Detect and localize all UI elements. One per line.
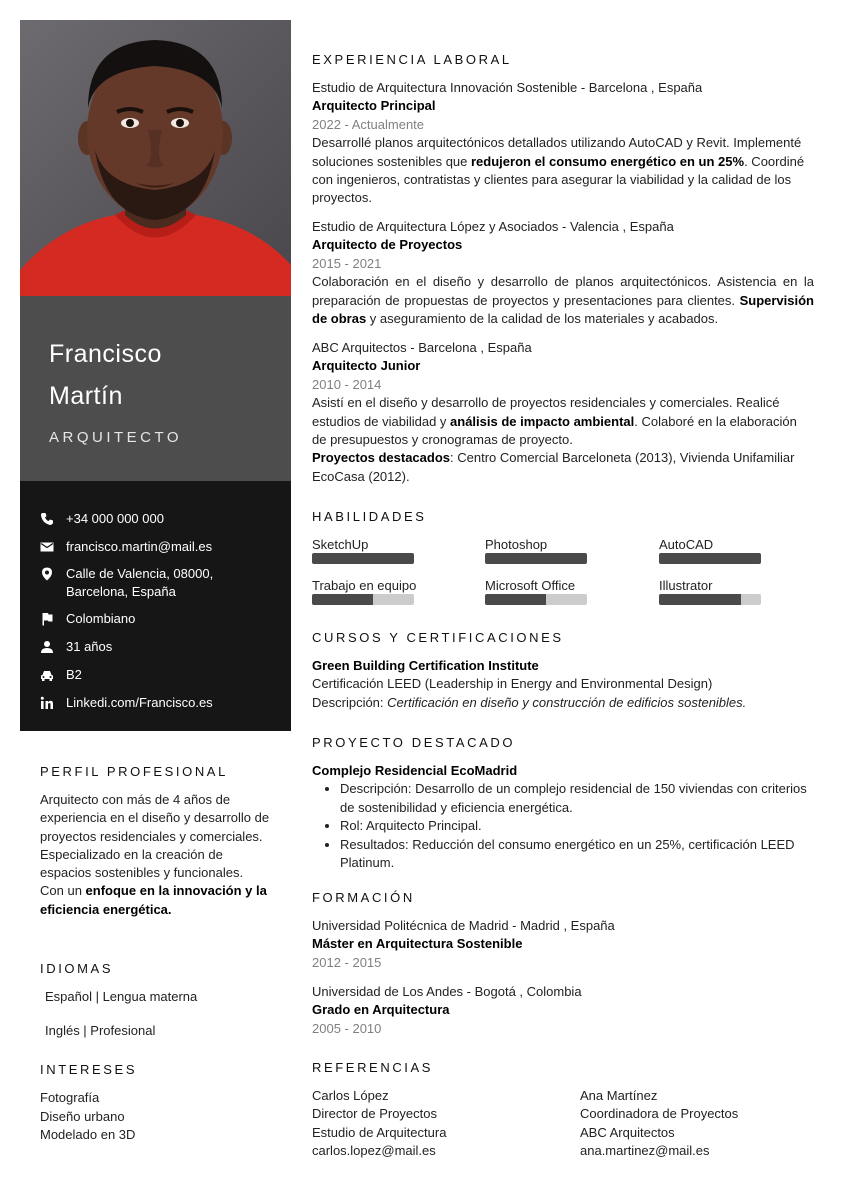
dates: 2005 - 2010 bbox=[312, 1020, 382, 1036]
profile-text-b: enfoque en la innovación y la eficiencia energética. bbox=[40, 883, 267, 917]
phone-text: +34 000 000 000 bbox=[66, 511, 164, 526]
interest-item: Fotografía bbox=[40, 1090, 100, 1105]
skill-bar bbox=[485, 553, 587, 564]
reference-role: Director de Proyectos bbox=[312, 1106, 437, 1122]
course-institution: Green Building Certification Institute bbox=[312, 658, 539, 673]
reference-item bbox=[312, 1087, 542, 1161]
profile-photo bbox=[20, 20, 291, 296]
dates: 2015 - 2021 bbox=[312, 255, 382, 271]
reference-organization: ABC Arquitectos bbox=[580, 1124, 675, 1140]
skill-bar-fill bbox=[312, 553, 414, 564]
skill-item bbox=[659, 537, 789, 553]
reference-name: Carlos López bbox=[312, 1088, 389, 1103]
reference-item bbox=[580, 1087, 810, 1161]
skill-item bbox=[659, 578, 789, 594]
description bbox=[312, 394, 814, 449]
skill-name: AutoCAD bbox=[659, 537, 714, 552]
skill-bar bbox=[659, 594, 761, 605]
reference-organization: Estudio de Arquitectura bbox=[312, 1124, 447, 1140]
portrait-illustration bbox=[20, 20, 291, 296]
description bbox=[312, 273, 814, 328]
job-title: ARQUITECTO bbox=[49, 429, 183, 446]
course-description bbox=[312, 694, 814, 712]
language-item: Español | Lengua materna bbox=[45, 989, 198, 1004]
interests-heading: INTERESES bbox=[40, 1062, 138, 1077]
reference-email[interactable]: carlos.lopez@mail.es bbox=[312, 1143, 436, 1159]
company: ABC Arquitectos - Barcelona , España bbox=[312, 340, 532, 355]
location-icon bbox=[40, 567, 54, 581]
project-heading: PROYECTO DESTACADO bbox=[312, 735, 516, 750]
experience-item bbox=[312, 218, 814, 328]
dates: 2012 - 2015 bbox=[312, 954, 382, 970]
reference-email[interactable]: ana.martinez@mail.es bbox=[580, 1143, 710, 1159]
description-part: Asistí en el diseño y desarrollo de proyectos residenciales y comerciales. Realicé estudios de viabilidad y bbox=[312, 395, 780, 429]
company: Estudio de Arquitectura López y Asociados - Valencia , España bbox=[312, 219, 674, 234]
description-highlight: Supervisión de obras bbox=[312, 292, 814, 327]
age-text: 31 años bbox=[66, 639, 113, 654]
contact-panel bbox=[20, 481, 291, 731]
degree: Grado en Arquitectura bbox=[312, 1002, 450, 1018]
description bbox=[312, 134, 814, 208]
car-icon bbox=[40, 668, 54, 682]
skill-item bbox=[485, 578, 615, 594]
skill-item bbox=[312, 537, 442, 553]
list-item: • Descripción: Desarrollo de un complejo residencial de 150 viviendas con criterios de sostenibilidad y eficiencia energética. bbox=[340, 780, 814, 817]
project-name: Complejo Residencial EcoMadrid bbox=[312, 763, 518, 778]
phone-icon bbox=[40, 512, 54, 526]
degree: Máster en Arquitectura Sostenible bbox=[312, 936, 523, 952]
interest-item: Modelado en 3D bbox=[40, 1127, 136, 1142]
skill-bar bbox=[312, 553, 414, 564]
email-text: francisco.martin@mail.es bbox=[66, 539, 213, 554]
dates: 2022 - Actualmente bbox=[312, 116, 425, 132]
reference-name: Ana Martínez bbox=[580, 1088, 658, 1103]
skill-item bbox=[485, 537, 615, 553]
description-part: Colaboración en el diseño y desarrollo de planos arquitectónicos. Asistencia en la preparación de propuestas de proyectos y presentaciones para clientes. bbox=[312, 274, 814, 308]
course-description-label: Descripción: bbox=[312, 694, 388, 710]
featured-projects bbox=[312, 449, 814, 486]
company: Estudio de Arquitectura Innovación Sostenible - Barcelona , España bbox=[312, 80, 703, 95]
education-item bbox=[312, 983, 814, 1038]
course-description-text: Certificación en diseño y construcción de edificios sostenibles. bbox=[387, 694, 747, 710]
experience-item bbox=[312, 79, 814, 208]
skills-heading: HABILIDADES bbox=[312, 509, 427, 524]
description-highlight: redujeron el consumo energético en un 25% bbox=[471, 153, 745, 169]
flag-icon bbox=[40, 612, 54, 626]
last-name: Martín bbox=[49, 382, 123, 410]
skill-bar-fill bbox=[312, 594, 373, 605]
reference-role: Coordinadora de Proyectos bbox=[580, 1106, 739, 1122]
dates: 2010 - 2014 bbox=[312, 376, 382, 392]
role: Arquitecto de Proyectos bbox=[312, 237, 463, 253]
profile-text bbox=[40, 791, 270, 919]
license-text: B2 bbox=[66, 667, 82, 682]
experience-item bbox=[312, 339, 814, 486]
project-bullets bbox=[312, 780, 814, 872]
interest-item: Diseño urbano bbox=[40, 1109, 125, 1124]
description-part: y aseguramiento de la calidad de los materiales y acabados. bbox=[366, 311, 719, 327]
description-highlight: análisis de impacto ambiental bbox=[450, 413, 635, 429]
description-part: Desarrollé planos arquitectónicos detallados utilizando AutoCAD y Revit. Implementé soluciones sostenibles que bbox=[312, 135, 802, 169]
skill-bar bbox=[312, 594, 414, 605]
project-item bbox=[312, 762, 814, 872]
skill-name: SketchUp bbox=[312, 537, 369, 552]
languages-heading: IDIOMAS bbox=[40, 961, 114, 976]
linkedin-text: Linkedi.com/Francisco.es bbox=[66, 695, 213, 710]
skill-bar-fill bbox=[659, 594, 741, 605]
skill-name: Microsoft Office bbox=[485, 578, 576, 593]
language-item: Inglés | Profesional bbox=[45, 1023, 156, 1038]
skill-bar-fill bbox=[659, 553, 761, 564]
featured-projects-text: : Centro Comercial Barceloneta (2013), Vivienda Unifamiliar EcoCasa (2012). bbox=[312, 450, 795, 484]
course-item bbox=[312, 657, 814, 712]
education-item bbox=[312, 917, 814, 972]
list-item: • Rol: Arquitecto Principal. bbox=[340, 817, 814, 835]
address-text: Calle de Valencia, 08000, Barcelona, España bbox=[66, 566, 214, 599]
skill-name: Photoshop bbox=[485, 537, 548, 552]
description-part: . Colaboré en la elaboración de presupuestos y cronogramas de proyecto. bbox=[312, 413, 797, 448]
education-heading: FORMACIÓN bbox=[312, 890, 415, 905]
skill-name: Illustrator bbox=[659, 578, 713, 593]
skill-item bbox=[312, 578, 442, 594]
first-name: Francisco bbox=[49, 340, 162, 368]
profile-text-a: Arquitecto con más de 4 años de experiencia en el diseño y desarrollo de proyectos residenciales y comerciales. Especializado en la creación de espacios sostenibles y funcionales. Con un bbox=[40, 792, 270, 899]
person-icon bbox=[40, 640, 54, 654]
skill-bar-fill bbox=[485, 594, 546, 605]
experience-heading: EXPERIENCIA LABORAL bbox=[312, 52, 512, 67]
skill-bar bbox=[485, 594, 587, 605]
role: Arquitecto Principal bbox=[312, 98, 436, 114]
references-heading: REFERENCIAS bbox=[312, 1060, 434, 1075]
skill-bar-fill bbox=[485, 553, 587, 564]
description-part: . Coordiné con ingenieros, contratistas y clientes para asegurar la viabilidad y la calidad de los proyectos. bbox=[312, 153, 805, 206]
role: Arquitecto Junior bbox=[312, 358, 421, 374]
skill-bar bbox=[659, 553, 761, 564]
school: Universidad de Los Andes - Bogotá , Colombia bbox=[312, 984, 582, 999]
linkedin-icon bbox=[40, 696, 54, 710]
profile-heading: PERFIL PROFESIONAL bbox=[40, 764, 228, 779]
mail-icon bbox=[40, 540, 54, 554]
featured-projects-label: Proyectos destacados bbox=[312, 450, 451, 466]
nationality-text: Colombiano bbox=[66, 611, 136, 626]
course-certificate: Certificación LEED (Leadership in Energy and Environmental Design) bbox=[312, 676, 713, 692]
school: Universidad Politécnica de Madrid - Madrid , España bbox=[312, 918, 615, 933]
name-panel bbox=[20, 296, 291, 481]
skill-name: Trabajo en equipo bbox=[312, 578, 417, 593]
list-item: • Resultados: Reducción del consumo energético en un 25%, certificación LEED Platinum. bbox=[340, 836, 814, 873]
courses-heading: CURSOS Y CERTIFICACIONES bbox=[312, 630, 564, 645]
